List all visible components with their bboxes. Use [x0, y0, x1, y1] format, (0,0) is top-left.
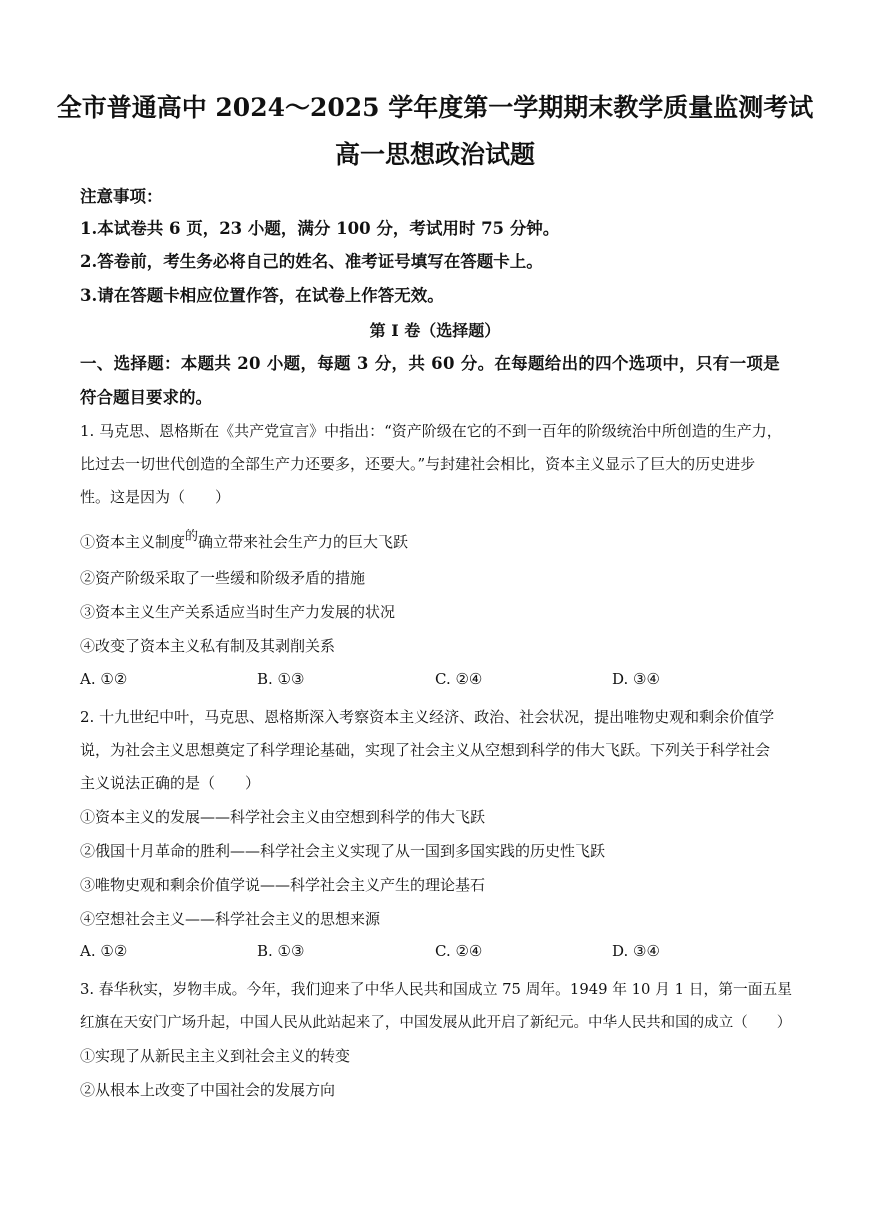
option-b: B. ①③ [257, 942, 305, 960]
note-item: 1.本试卷共 6 页，23 小题，满分 100 分，考试用时 75 分钟。 [80, 219, 560, 238]
exam-subtitle: 高一思想政治试题 [334, 140, 535, 169]
option-b: B. ①③ [257, 670, 305, 688]
option-a: A. ①② [80, 942, 128, 960]
option-c: C. ②④ [435, 942, 483, 960]
exam-title: 全市普通高中 2024～2025 学年度第一学期期末教学质量监测考试 [56, 93, 814, 122]
statement: ①实现了从新民主主义到社会主义的转变 [80, 1047, 351, 1065]
statement: ①资本主义制度的确立带来社会生产力的巨大飞跃 [80, 529, 409, 551]
question-stem: 主义说法正确的是（ ） [80, 774, 261, 792]
statement: ②资产阶级采取了一些缓和阶级矛盾的措施 [80, 569, 366, 587]
statement: ③资本主义生产关系适应当时生产力发展的状况 [80, 603, 396, 621]
statement: ②俄国十月革命的胜利——科学社会主义实现了从一国到多国实践的历史性飞跃 [80, 842, 606, 860]
statement: ④空想社会主义——科学社会主义的思想来源 [80, 910, 381, 928]
note-item: 2.答卷前，考生务必将自己的姓名、准考证号填写在答题卡上。 [80, 252, 543, 271]
question-stem: 1. 马克思、恩格斯在《共产党宣言》中指出：“资产阶级在它的不到一百年的阶级统治中所创造的生产力， [80, 422, 782, 440]
question-stem: 比过去一切世代创造的全部生产力还要多，还要大。”与封建社会相比，资本主义显示了巨大的历史进步 [80, 455, 756, 473]
part-heading: 第 I 卷（选择题） [369, 321, 501, 340]
option-d: D. ③④ [612, 670, 660, 688]
question-stem: 2. 十九世纪中叶，马克思、恩格斯深入考察资本主义经济、政治、社会状况，提出唯物史观和剩余价值学 [80, 708, 775, 726]
section-instruction: 符合题目要求的。 [80, 388, 212, 407]
option-c: C. ②④ [435, 670, 483, 688]
statement: ①资本主义的发展——科学社会主义由空想到科学的伟大飞跃 [80, 808, 486, 826]
question-stem: 红旗在天安门广场升起，中国人民从此站起来了，中国发展从此开启了新纪元。中华人民共和国的成立（ ） [80, 1015, 792, 1031]
statement: ④改变了资本主义私有制及其剥削关系 [80, 637, 336, 655]
option-a: A. ①② [80, 670, 128, 688]
statement: ③唯物史观和剩余价值学说——科学社会主义产生的理论基石 [80, 876, 486, 894]
note-item: 3.请在答题卡相应位置作答，在试卷上作答无效。 [80, 286, 444, 305]
question-stem: 说，为社会主义思想奠定了科学理论基础，实现了社会主义从空想到科学的伟大飞跃。下列关于科学社会 [80, 741, 771, 759]
question-stem: 3. 春华秋实，岁物丰成。今年，我们迎来了中华人民共和国成立 75 周年。1949 年 10 月 1 日，第一面五星 [80, 981, 793, 998]
section-instruction: 一、选择题：本题共 20 小题，每题 3 分，共 60 分。在每题给出的四个选项中，只有一项是 [80, 354, 780, 373]
notes-heading: 注意事项： [80, 187, 163, 206]
statement: ②从根本上改变了中国社会的发展方向 [80, 1081, 336, 1099]
option-d: D. ③④ [612, 942, 660, 960]
question-stem: 性。这是因为（ ） [80, 488, 231, 506]
